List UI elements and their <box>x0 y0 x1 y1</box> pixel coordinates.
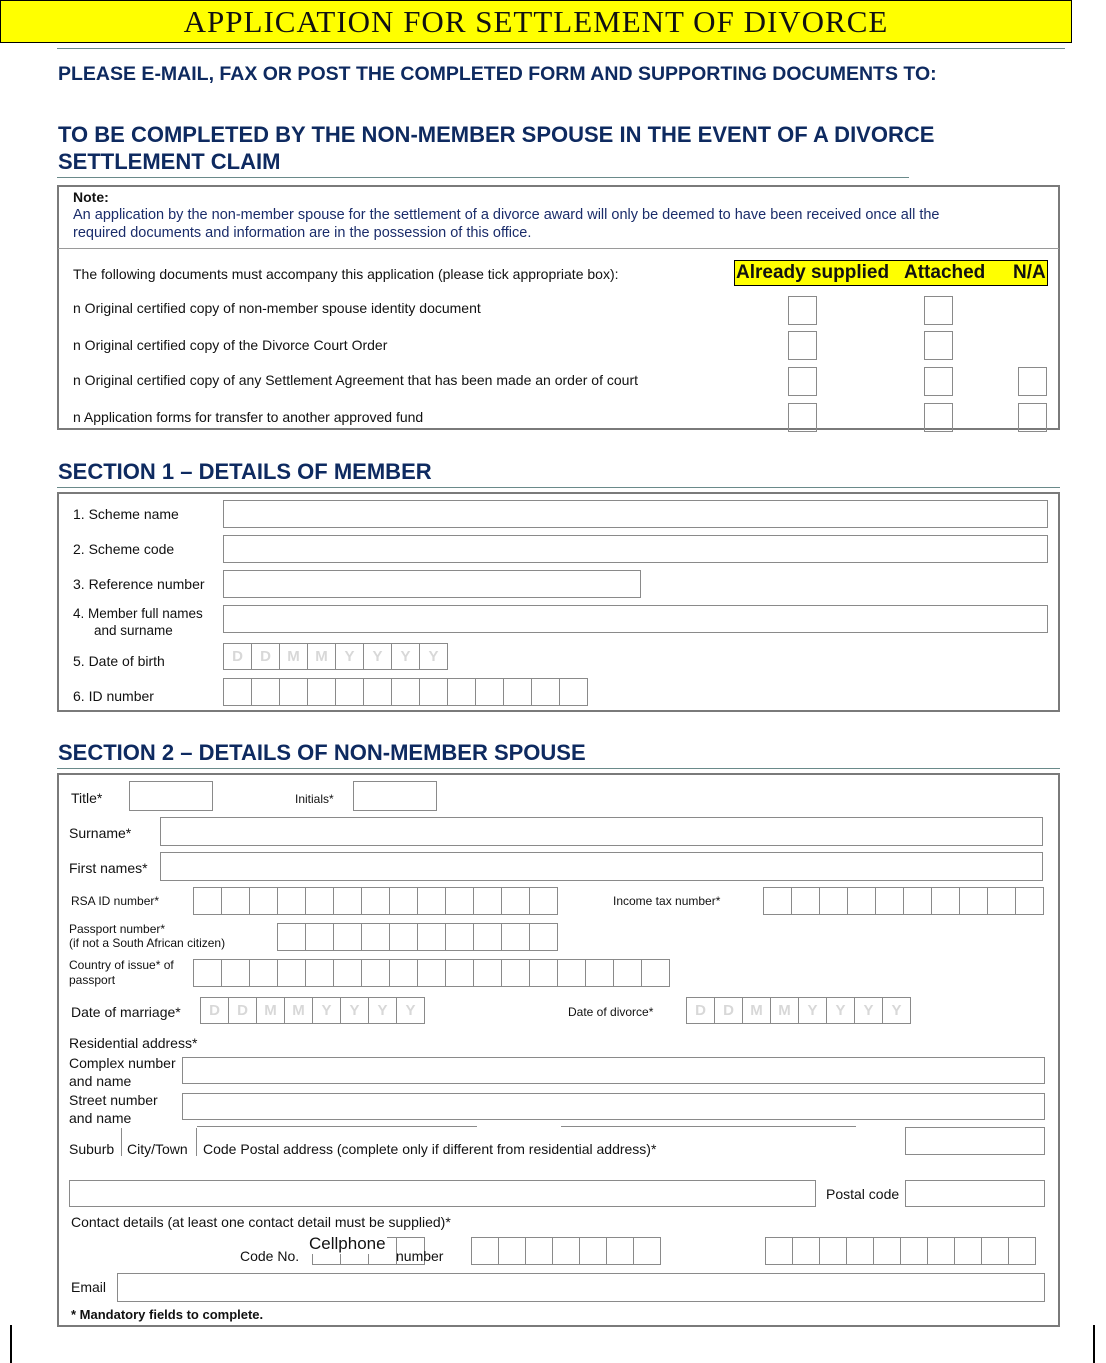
checkbox-na-3[interactable] <box>1018 367 1047 396</box>
date-of-divorce-cells[interactable] <box>686 997 910 1024</box>
initials-label: Initials* <box>295 792 334 806</box>
page-margin-mark <box>10 1325 12 1363</box>
id-cell[interactable] <box>223 678 252 706</box>
id-cell[interactable] <box>501 887 530 915</box>
id-cell[interactable] <box>417 887 446 915</box>
date-of-birth-cells[interactable] <box>223 643 447 670</box>
documents-intro: The following documents must accompany this application (please tick appropriate box): <box>73 266 619 282</box>
country-cell[interactable] <box>585 959 614 987</box>
tax-cell[interactable] <box>959 887 988 915</box>
section2-heading: SECTION 2 – DETAILS OF NON-MEMBER SPOUSE <box>58 740 586 765</box>
suburb-label: Suburb <box>69 1141 115 1157</box>
id-number-label: 6. ID number <box>73 688 154 704</box>
number-label: number <box>396 1248 444 1264</box>
complex-label-1: Complex number <box>69 1055 176 1071</box>
id-cell[interactable] <box>221 887 250 915</box>
id-number-cells[interactable] <box>223 678 587 706</box>
id-cell[interactable] <box>389 887 418 915</box>
complex-label <box>69 1054 176 1090</box>
postal-code-label: Postal code <box>826 1186 900 1202</box>
divider <box>121 1128 122 1156</box>
phone-cell[interactable] <box>471 1237 499 1265</box>
divider <box>57 48 1065 49</box>
date-cell[interactable]: Y <box>419 643 448 670</box>
document-item: n Original certified copy of any Settlement Agreement that has been made an order of court <box>73 372 638 388</box>
tax-cell[interactable] <box>819 887 848 915</box>
id-cell[interactable] <box>529 887 558 915</box>
country-cell[interactable] <box>249 959 278 987</box>
date-cell[interactable]: M <box>279 643 308 670</box>
first-names-input[interactable] <box>160 852 1043 881</box>
country-cell[interactable] <box>277 959 306 987</box>
date-cell[interactable]: D <box>714 997 743 1024</box>
phone-number-cells[interactable] <box>471 1237 660 1265</box>
id-cell[interactable] <box>361 887 390 915</box>
id-cell[interactable] <box>391 678 420 706</box>
passport-cell[interactable] <box>445 923 474 951</box>
document-item: n Original certified copy of non-member spouse identity document <box>73 300 481 316</box>
city-label: City/Town <box>127 1141 188 1157</box>
date-cell[interactable]: D <box>251 643 280 670</box>
date-cell[interactable]: D <box>200 997 229 1024</box>
passport-cell[interactable] <box>305 923 334 951</box>
reference-number-label: 3. Reference number <box>73 576 205 592</box>
id-cell[interactable] <box>249 887 278 915</box>
country-cell[interactable] <box>361 959 390 987</box>
id-cell[interactable] <box>333 887 362 915</box>
date-cell[interactable]: M <box>256 997 285 1024</box>
phone-cell[interactable] <box>579 1237 607 1265</box>
checkbox-attached-2[interactable] <box>924 331 953 360</box>
page-margin-mark <box>1093 1325 1095 1363</box>
passport-cell[interactable] <box>473 923 502 951</box>
id-cell[interactable] <box>307 678 336 706</box>
divider <box>58 248 1059 249</box>
passport-cells[interactable] <box>277 923 557 951</box>
id-cell[interactable] <box>531 678 560 706</box>
id-cell[interactable] <box>305 887 334 915</box>
id-cell[interactable] <box>447 678 476 706</box>
title-label: Title* <box>71 790 103 806</box>
code-no-label: Code No. <box>240 1248 300 1264</box>
country-cell[interactable] <box>501 959 530 987</box>
subtitle-line2: SETTLEMENT CLAIM <box>58 149 281 174</box>
tax-cell[interactable] <box>903 887 932 915</box>
member-names-input[interactable] <box>223 605 1048 633</box>
code-postal-label: Code Postal address (complete only if different from residential address)* <box>203 1141 657 1157</box>
id-cell[interactable] <box>445 887 474 915</box>
passport-cell[interactable] <box>361 923 390 951</box>
tax-cell[interactable] <box>987 887 1016 915</box>
divider <box>57 768 1060 769</box>
phone-cell[interactable] <box>525 1237 553 1265</box>
tax-cell[interactable] <box>847 887 876 915</box>
reference-number-input[interactable] <box>223 570 641 598</box>
date-cell[interactable]: M <box>284 997 313 1024</box>
title-input[interactable] <box>129 781 213 811</box>
email-input[interactable] <box>117 1273 1045 1302</box>
date-of-divorce-label: Date of divorce* <box>568 1005 654 1019</box>
country-cell[interactable] <box>417 959 446 987</box>
cell-digit[interactable] <box>765 1237 793 1265</box>
country-cell[interactable] <box>613 959 642 987</box>
street-label-1: Street number <box>69 1092 158 1108</box>
divider <box>57 177 909 178</box>
tax-cell[interactable] <box>875 887 904 915</box>
country-cell[interactable] <box>333 959 362 987</box>
date-of-marriage-label: Date of marriage* <box>71 1004 181 1020</box>
date-of-marriage-cells[interactable] <box>200 997 424 1024</box>
street-label <box>69 1091 158 1127</box>
date-cell[interactable]: Y <box>854 997 883 1024</box>
passport-cell[interactable] <box>501 923 530 951</box>
phone-cell[interactable] <box>606 1237 634 1265</box>
id-cell[interactable] <box>473 887 502 915</box>
country-cell[interactable] <box>221 959 250 987</box>
date-cell[interactable]: Y <box>363 643 392 670</box>
checkbox-na-4[interactable] <box>1018 403 1047 432</box>
member-names-label-1: 4. Member full names <box>73 606 203 621</box>
date-cell[interactable]: Y <box>335 643 364 670</box>
date-cell[interactable]: Y <box>391 643 420 670</box>
document-item: n Application forms for transfer to another approved fund <box>73 409 424 425</box>
cellphone-label: Cellphone <box>309 1234 386 1253</box>
cell-digit[interactable] <box>873 1237 901 1265</box>
member-names-label <box>73 605 203 639</box>
scheme-code-label: 2. Scheme code <box>73 541 175 557</box>
code-input[interactable] <box>905 1127 1045 1155</box>
id-cell[interactable] <box>559 678 588 706</box>
date-cell[interactable]: Y <box>882 997 911 1024</box>
id-cell[interactable] <box>279 678 308 706</box>
checkbox-already-supplied-2[interactable] <box>788 331 817 360</box>
send-to-heading: PLEASE E-MAIL, FAX OR POST THE COMPLETED FORM AND SUPPORTING DOCUMENTS TO: <box>58 63 937 85</box>
scheme-code-input[interactable] <box>223 535 1048 563</box>
surname-input[interactable] <box>160 817 1043 846</box>
passport-cell[interactable] <box>333 923 362 951</box>
date-cell[interactable]: D <box>223 643 252 670</box>
scheme-name-input[interactable] <box>223 500 1048 528</box>
phone-cell[interactable] <box>552 1237 580 1265</box>
income-tax-label: Income tax number* <box>613 894 721 908</box>
passport-label-1: Passport number* <box>69 922 166 936</box>
date-cell[interactable]: M <box>770 997 799 1024</box>
divider <box>196 1128 197 1156</box>
note-text-2: required documents and information are in the possession of this office. <box>73 225 532 241</box>
id-cell[interactable] <box>335 678 364 706</box>
passport-cell[interactable] <box>277 923 306 951</box>
cell-digit[interactable] <box>1008 1237 1036 1265</box>
complex-input[interactable] <box>182 1057 1045 1084</box>
country-cell[interactable] <box>529 959 558 987</box>
note-label: Note: <box>73 189 109 205</box>
cell-digit[interactable] <box>981 1237 1009 1265</box>
date-cell[interactable]: Y <box>396 997 425 1024</box>
postal-address-input[interactable] <box>69 1180 816 1207</box>
date-cell[interactable]: Y <box>826 997 855 1024</box>
rsa-id-cells[interactable] <box>193 887 557 915</box>
checkbox-already-supplied-1[interactable] <box>788 296 817 325</box>
document-item: n Original certified copy of the Divorce Court Order <box>73 337 388 353</box>
note-text-1: An application by the non-member spouse for the settlement of a divorce award will only be deemed to have been received once all the <box>73 207 940 223</box>
initials-input[interactable] <box>353 781 437 811</box>
income-tax-cells[interactable] <box>763 887 1043 915</box>
country-label-1: Country of issue* of <box>69 958 174 972</box>
postal-code-input[interactable] <box>905 1180 1045 1207</box>
checkbox-attached-3[interactable] <box>924 367 953 396</box>
member-names-label-2: and surname <box>94 623 173 638</box>
passport-cell[interactable] <box>529 923 558 951</box>
id-cell[interactable] <box>503 678 532 706</box>
residential-address-label: Residential address* <box>69 1035 198 1051</box>
cell-digit[interactable] <box>954 1237 982 1265</box>
col-already-supplied: Already supplied <box>736 262 890 283</box>
first-names-label: First names* <box>69 860 148 876</box>
id-cell[interactable] <box>475 678 504 706</box>
rsa-id-label: RSA ID number* <box>71 894 160 908</box>
id-cell[interactable] <box>277 887 306 915</box>
complex-label-2: and name <box>69 1073 132 1089</box>
form-title: APPLICATION FOR SETTLEMENT OF DIVORCE <box>0 0 1072 43</box>
cell-digit[interactable] <box>900 1237 928 1265</box>
phone-cell[interactable] <box>498 1237 526 1265</box>
country-cell[interactable] <box>473 959 502 987</box>
id-cell[interactable] <box>251 678 280 706</box>
country-cell[interactable] <box>305 959 334 987</box>
section1-heading: SECTION 1 – DETAILS OF MEMBER <box>58 459 432 484</box>
country-cell[interactable] <box>641 959 670 987</box>
email-label: Email <box>71 1279 107 1295</box>
col-na: N/A <box>1013 262 1046 283</box>
divider <box>197 1126 477 1127</box>
passport-label <box>69 922 225 950</box>
street-label-2: and name <box>69 1110 132 1126</box>
cellphone-number-cells[interactable] <box>765 1237 1035 1265</box>
tax-cell[interactable] <box>1015 887 1044 915</box>
date-cell[interactable]: D <box>686 997 715 1024</box>
tax-cell[interactable] <box>763 887 792 915</box>
country-label <box>69 958 174 988</box>
checkbox-attached-4[interactable] <box>924 403 953 432</box>
country-label-2: passport <box>69 973 116 987</box>
cell-digit[interactable] <box>846 1237 874 1265</box>
tax-cell[interactable] <box>931 887 960 915</box>
date-cell[interactable]: M <box>307 643 336 670</box>
id-cell[interactable] <box>363 678 392 706</box>
col-attached: Attached <box>904 262 986 283</box>
country-cell[interactable] <box>193 959 222 987</box>
date-cell[interactable]: Y <box>368 997 397 1024</box>
cell-digit[interactable] <box>792 1237 820 1265</box>
country-cell[interactable] <box>389 959 418 987</box>
mandatory-note: * Mandatory fields to complete. <box>71 1307 264 1322</box>
date-cell[interactable]: Y <box>798 997 827 1024</box>
divider <box>561 1126 856 1127</box>
street-input[interactable] <box>182 1093 1045 1120</box>
tick-columns-header <box>734 260 1048 286</box>
id-cell[interactable] <box>193 887 222 915</box>
scheme-name-label: 1. Scheme name <box>73 506 179 522</box>
subtitle-line1: TO BE COMPLETED BY THE NON-MEMBER SPOUSE IN THE EVENT OF A DIVORCE <box>58 122 935 147</box>
passport-label-2: (if not a South African citizen) <box>69 936 226 950</box>
date-cell[interactable]: D <box>228 997 257 1024</box>
date-of-birth-label: 5. Date of birth <box>73 653 165 669</box>
country-cell[interactable] <box>445 959 474 987</box>
divider <box>57 487 1060 488</box>
passport-cell[interactable] <box>417 923 446 951</box>
date-cell[interactable]: M <box>742 997 771 1024</box>
country-cell[interactable] <box>557 959 586 987</box>
passport-cell[interactable] <box>389 923 418 951</box>
tax-cell[interactable] <box>791 887 820 915</box>
checkbox-already-supplied-3[interactable] <box>788 367 817 396</box>
id-cell[interactable] <box>419 678 448 706</box>
checkbox-attached-1[interactable] <box>924 296 953 325</box>
date-cell[interactable]: Y <box>312 997 341 1024</box>
contact-details-label: Contact details (at least one contact detail must be supplied)* <box>71 1214 451 1230</box>
cell-digit[interactable] <box>927 1237 955 1265</box>
phone-cell[interactable] <box>633 1237 661 1265</box>
checkbox-already-supplied-4[interactable] <box>788 403 817 432</box>
cell-digit[interactable] <box>819 1237 847 1265</box>
surname-label: Surname* <box>69 825 132 841</box>
country-cells[interactable] <box>193 959 669 987</box>
date-cell[interactable]: Y <box>340 997 369 1024</box>
